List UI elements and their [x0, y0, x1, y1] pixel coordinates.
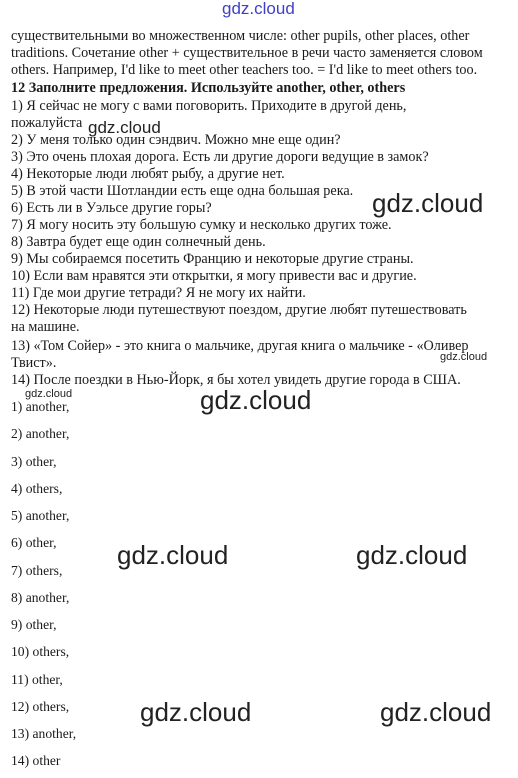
intro-line: существительными во множественном числе: other pupils, other places, other — [11, 28, 470, 44]
sentence-line: пожалуйста — [11, 115, 83, 131]
answer-item: 10) others, — [11, 644, 70, 659]
answer-item: 6) other, — [11, 535, 57, 550]
watermark: gdz.cloud — [88, 118, 161, 137]
intro-line: traditions. Сочетание other + существительное в речи часто заменяется словом — [11, 45, 483, 61]
watermark: gdz.cloud — [25, 388, 73, 400]
sentence-line: 6) Есть ли в Уэльсе другие горы? — [11, 200, 212, 216]
answer-item: 13) another, — [11, 726, 77, 741]
answer-item: 3) other, — [11, 454, 57, 469]
sentence-line: 11) Где мои другие тетради? Я не могу их найти. — [11, 285, 306, 301]
answer-item: 14) other — [11, 753, 61, 768]
answer-item: 8) another, — [11, 590, 70, 605]
watermark: gdz.cloud — [380, 697, 492, 727]
sentence-line: 14) После поездки в Нью-Йорк, я бы хотел увидеть другие города в США. — [11, 372, 461, 388]
answer-item: 11) other, — [11, 672, 63, 687]
intro-line: others. Например, I'd like to meet other teachers too. = I'd like to meet others too. — [11, 62, 478, 78]
exercise-title: 12 Заполните предложения. Используйте another, other, others — [11, 80, 406, 96]
answer-item: 9) other, — [11, 617, 57, 632]
sentence-line: 7) Я могу носить эту большую сумку и несколько других тоже. — [11, 217, 392, 233]
sentence-line: 12) Некоторые люди путешествуют поездом, другие любят путешествовать — [11, 302, 467, 318]
sentence-line: 10) Если вам нравятся эти открытки, я могу привести вас и другие. — [11, 268, 417, 284]
intro-paragraph — [11, 28, 511, 79]
watermark: gdz.cloud — [356, 540, 468, 570]
watermark: gdz.cloud — [200, 385, 312, 415]
answer-item: 1) another, — [11, 399, 70, 414]
sentence-line: 8) Завтра будет еще один солнечный день. — [11, 234, 266, 250]
answer-item: 5) another, — [11, 508, 70, 523]
watermark: gdz.cloud — [140, 697, 252, 727]
sentence-line: на машине. — [11, 319, 80, 335]
answer-item: 12) others, — [11, 699, 70, 714]
sentence-line: 5) В этой части Шотландии есть еще одна большая река. — [11, 183, 354, 199]
watermark: gdz.cloud — [117, 540, 229, 570]
answer-item: 2) another, — [11, 426, 70, 441]
watermark: gdz.cloud — [440, 351, 488, 363]
sentence-line: 1) Я сейчас не могу с вами поговорить. Приходите в другой день, — [11, 98, 407, 114]
sentence-line: 4) Некоторые люди любят рыбу, а другие нет. — [11, 166, 285, 182]
answer-item: 4) others, — [11, 481, 63, 496]
watermark-top: gdz.cloud — [222, 0, 295, 18]
watermark: gdz.cloud — [372, 188, 484, 218]
sentence-line: 13) «Том Сойер» - это книга о мальчике, другая книга о мальчике - «Оливер — [11, 338, 469, 354]
sentence-line: 3) Это очень плохая дорога. Есть ли другие дороги ведущие в замок? — [11, 149, 429, 165]
answer-item: 7) others, — [11, 563, 63, 578]
sentence-line: 2) У меня только один сэндвич. Можно мне еще один? — [11, 132, 341, 148]
sentence-line: 9) Мы собираемся посетить Францию и некоторые другие страны. — [11, 251, 414, 267]
sentence-line: Твист». — [11, 355, 57, 371]
